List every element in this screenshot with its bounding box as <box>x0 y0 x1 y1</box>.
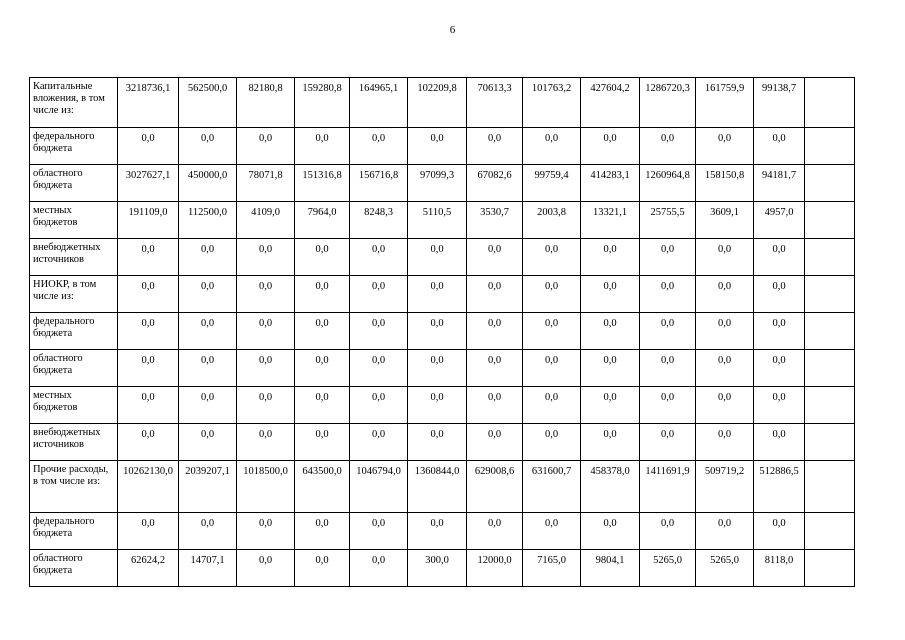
table-cell: 0,0 <box>118 387 179 424</box>
table-cell: 0,0 <box>754 424 805 461</box>
table-cell: 0,0 <box>350 350 408 387</box>
table-cell: 0,0 <box>179 128 237 165</box>
table-cell: 0,0 <box>408 387 467 424</box>
table-cell: 99138,7 <box>754 78 805 128</box>
table-cell: 97099,3 <box>408 165 467 202</box>
table-cell: 1018500,0 <box>237 461 295 513</box>
table-cell: 0,0 <box>581 350 640 387</box>
table-cell: 0,0 <box>295 350 350 387</box>
table-cell: 0,0 <box>640 387 696 424</box>
row-label: областного бюджета <box>30 550 118 587</box>
table-row <box>30 513 855 550</box>
table-cell: 643500,0 <box>295 461 350 513</box>
table-cell: 78071,8 <box>237 165 295 202</box>
table-cell: 0,0 <box>408 276 467 313</box>
table-cell: 629008,6 <box>467 461 523 513</box>
table-cell: 0,0 <box>754 313 805 350</box>
table-cell: 0,0 <box>754 350 805 387</box>
table-cell: 0,0 <box>295 276 350 313</box>
table-cell: 0,0 <box>295 128 350 165</box>
table-cell: 0,0 <box>237 424 295 461</box>
table-cell: 112500,0 <box>179 202 237 239</box>
table-cell: 0,0 <box>350 239 408 276</box>
table-cell: 0,0 <box>523 387 581 424</box>
table-cell: 99759,4 <box>523 165 581 202</box>
table-cell: 0,0 <box>467 513 523 550</box>
table-cell: 191109,0 <box>118 202 179 239</box>
budget-table <box>29 77 855 587</box>
table-row <box>30 128 855 165</box>
table-cell: 0,0 <box>350 128 408 165</box>
table-cell: 0,0 <box>640 350 696 387</box>
table-cell: 0,0 <box>581 128 640 165</box>
row-label: федерального бюджета <box>30 313 118 350</box>
table-cell: 14707,1 <box>179 550 237 587</box>
table-cell: 0,0 <box>118 350 179 387</box>
table-cell: 0,0 <box>295 424 350 461</box>
table-cell: 0,0 <box>350 424 408 461</box>
table-cell: 9804,1 <box>581 550 640 587</box>
table-row <box>30 78 855 128</box>
table-cell: 0,0 <box>581 276 640 313</box>
table-cell: 0,0 <box>754 387 805 424</box>
table-cell: 0,0 <box>640 239 696 276</box>
table-cell: 0,0 <box>523 313 581 350</box>
table-cell: 0,0 <box>467 350 523 387</box>
table-cell: 5265,0 <box>696 550 754 587</box>
table-row <box>30 424 855 461</box>
table-cell: 414283,1 <box>581 165 640 202</box>
table-cell: 0,0 <box>350 276 408 313</box>
table-cell: 25755,5 <box>640 202 696 239</box>
table-cell: 0,0 <box>118 424 179 461</box>
row-label: внебюджетных источников <box>30 424 118 461</box>
table-cell: 0,0 <box>350 513 408 550</box>
table-cell: 0,0 <box>581 424 640 461</box>
table-cell: 0,0 <box>467 387 523 424</box>
table-cell: 0,0 <box>523 513 581 550</box>
table-cell: 0,0 <box>581 513 640 550</box>
table-cell <box>805 78 855 128</box>
table-cell: 0,0 <box>467 128 523 165</box>
table-cell: 3218736,1 <box>118 78 179 128</box>
table-cell: 70613,3 <box>467 78 523 128</box>
table-cell: 0,0 <box>523 128 581 165</box>
table-cell: 0,0 <box>640 276 696 313</box>
table-row <box>30 202 855 239</box>
table-cell: 0,0 <box>179 239 237 276</box>
table-cell <box>805 202 855 239</box>
table-row <box>30 165 855 202</box>
table-row <box>30 239 855 276</box>
page-number: 6 <box>449 24 456 36</box>
table-cell: 450000,0 <box>179 165 237 202</box>
table-cell: 13321,1 <box>581 202 640 239</box>
table-cell: 0,0 <box>408 350 467 387</box>
table-cell: 5110,5 <box>408 202 467 239</box>
table-cell: 3530,7 <box>467 202 523 239</box>
row-label: внебюджетных источников <box>30 239 118 276</box>
table-cell: 0,0 <box>179 313 237 350</box>
table-cell: 0,0 <box>696 313 754 350</box>
table-cell: 8248,3 <box>350 202 408 239</box>
row-label: Прочие расходы, в том числе из: <box>30 461 118 513</box>
table-cell: 0,0 <box>237 128 295 165</box>
table-cell: 0,0 <box>640 513 696 550</box>
table-cell: 159280,8 <box>295 78 350 128</box>
table-cell: 0,0 <box>237 239 295 276</box>
table-cell: 0,0 <box>523 350 581 387</box>
row-label: НИОКР, в том числе из: <box>30 276 118 313</box>
table-row <box>30 461 855 513</box>
table-cell: 0,0 <box>640 424 696 461</box>
row-label: областного бюджета <box>30 165 118 202</box>
table-cell: 156716,8 <box>350 165 408 202</box>
row-label: местных бюджетов <box>30 202 118 239</box>
table-cell: 67082,6 <box>467 165 523 202</box>
table-cell: 0,0 <box>408 313 467 350</box>
table-cell: 0,0 <box>118 239 179 276</box>
row-label: Капитальные вложения, в том числе из: <box>30 78 118 128</box>
table-cell: 300,0 <box>408 550 467 587</box>
table-cell: 0,0 <box>581 239 640 276</box>
table-cell: 8118,0 <box>754 550 805 587</box>
table-cell <box>805 387 855 424</box>
table-cell: 0,0 <box>467 239 523 276</box>
table-cell: 0,0 <box>696 128 754 165</box>
table-cell: 0,0 <box>408 239 467 276</box>
table-cell: 0,0 <box>696 239 754 276</box>
table-cell <box>805 424 855 461</box>
table-body <box>30 78 855 587</box>
table-cell: 1286720,3 <box>640 78 696 128</box>
table-cell <box>805 165 855 202</box>
table-cell: 4957,0 <box>754 202 805 239</box>
table-cell: 0,0 <box>408 513 467 550</box>
table-cell: 7165,0 <box>523 550 581 587</box>
table-cell: 0,0 <box>350 387 408 424</box>
table-cell: 0,0 <box>295 513 350 550</box>
table-cell: 562500,0 <box>179 78 237 128</box>
table-cell: 12000,0 <box>467 550 523 587</box>
table-cell: 0,0 <box>696 387 754 424</box>
table-cell: 0,0 <box>467 424 523 461</box>
table-cell <box>805 239 855 276</box>
table-cell: 631600,7 <box>523 461 581 513</box>
table-row <box>30 550 855 587</box>
table-cell: 158150,8 <box>696 165 754 202</box>
table-cell: 427604,2 <box>581 78 640 128</box>
table-cell <box>805 128 855 165</box>
table-cell: 3609,1 <box>696 202 754 239</box>
table-row <box>30 387 855 424</box>
table-cell: 0,0 <box>467 276 523 313</box>
table-cell: 0,0 <box>295 550 350 587</box>
table-cell: 102209,8 <box>408 78 467 128</box>
table-cell: 1411691,9 <box>640 461 696 513</box>
table-cell: 0,0 <box>581 387 640 424</box>
table-cell: 82180,8 <box>237 78 295 128</box>
table-cell <box>805 350 855 387</box>
table-cell: 0,0 <box>696 513 754 550</box>
table-cell: 0,0 <box>581 313 640 350</box>
table-cell: 0,0 <box>350 550 408 587</box>
table-cell: 0,0 <box>237 313 295 350</box>
table-cell: 161759,9 <box>696 78 754 128</box>
table-cell: 0,0 <box>696 276 754 313</box>
table-cell: 4109,0 <box>237 202 295 239</box>
table-cell: 0,0 <box>118 128 179 165</box>
table-cell: 0,0 <box>523 424 581 461</box>
table-cell: 0,0 <box>118 276 179 313</box>
row-label: федерального бюджета <box>30 513 118 550</box>
table-cell: 0,0 <box>754 513 805 550</box>
table-cell: 1260964,8 <box>640 165 696 202</box>
table-cell: 1360844,0 <box>408 461 467 513</box>
table-cell: 0,0 <box>754 128 805 165</box>
table-row <box>30 350 855 387</box>
table-cell: 0,0 <box>408 424 467 461</box>
table-cell: 0,0 <box>696 350 754 387</box>
row-label: федерального бюджета <box>30 128 118 165</box>
table-cell: 0,0 <box>295 313 350 350</box>
table-cell: 1046794,0 <box>350 461 408 513</box>
table-cell: 512886,5 <box>754 461 805 513</box>
table-cell: 0,0 <box>237 350 295 387</box>
table-cell: 2039207,1 <box>179 461 237 513</box>
table-cell: 458378,0 <box>581 461 640 513</box>
table-cell <box>805 513 855 550</box>
table-cell: 7964,0 <box>295 202 350 239</box>
table-cell: 509719,2 <box>696 461 754 513</box>
table-cell: 3027627,1 <box>118 165 179 202</box>
table-cell <box>805 313 855 350</box>
table-cell: 94181,7 <box>754 165 805 202</box>
table-cell: 0,0 <box>467 313 523 350</box>
table-row <box>30 276 855 313</box>
table-cell: 164965,1 <box>350 78 408 128</box>
table-cell <box>805 550 855 587</box>
table-cell: 2003,8 <box>523 202 581 239</box>
table-cell: 0,0 <box>179 513 237 550</box>
table-cell: 0,0 <box>179 276 237 313</box>
table-cell: 5265,0 <box>640 550 696 587</box>
table-cell <box>805 276 855 313</box>
table-cell: 0,0 <box>523 239 581 276</box>
table-cell: 0,0 <box>754 239 805 276</box>
row-label: местных бюджетов <box>30 387 118 424</box>
table-cell: 0,0 <box>118 513 179 550</box>
row-label: областного бюджета <box>30 350 118 387</box>
table-cell: 0,0 <box>696 424 754 461</box>
table-cell: 0,0 <box>179 424 237 461</box>
table-row <box>30 313 855 350</box>
table-cell <box>805 461 855 513</box>
table-cell: 0,0 <box>237 276 295 313</box>
table-cell: 0,0 <box>295 387 350 424</box>
table-cell: 0,0 <box>640 313 696 350</box>
table-cell: 62624,2 <box>118 550 179 587</box>
table-cell: 0,0 <box>179 387 237 424</box>
table-cell: 10262130,0 <box>118 461 179 513</box>
table-cell: 0,0 <box>237 550 295 587</box>
table-cell: 0,0 <box>295 239 350 276</box>
table-cell: 0,0 <box>179 350 237 387</box>
table-cell: 0,0 <box>523 276 581 313</box>
table-cell: 0,0 <box>408 128 467 165</box>
table-cell: 101763,2 <box>523 78 581 128</box>
table-cell: 0,0 <box>237 387 295 424</box>
table-cell: 0,0 <box>640 128 696 165</box>
table-cell: 0,0 <box>754 276 805 313</box>
table-cell: 0,0 <box>350 313 408 350</box>
table-cell: 0,0 <box>237 513 295 550</box>
table-cell: 0,0 <box>118 313 179 350</box>
table-cell: 151316,8 <box>295 165 350 202</box>
